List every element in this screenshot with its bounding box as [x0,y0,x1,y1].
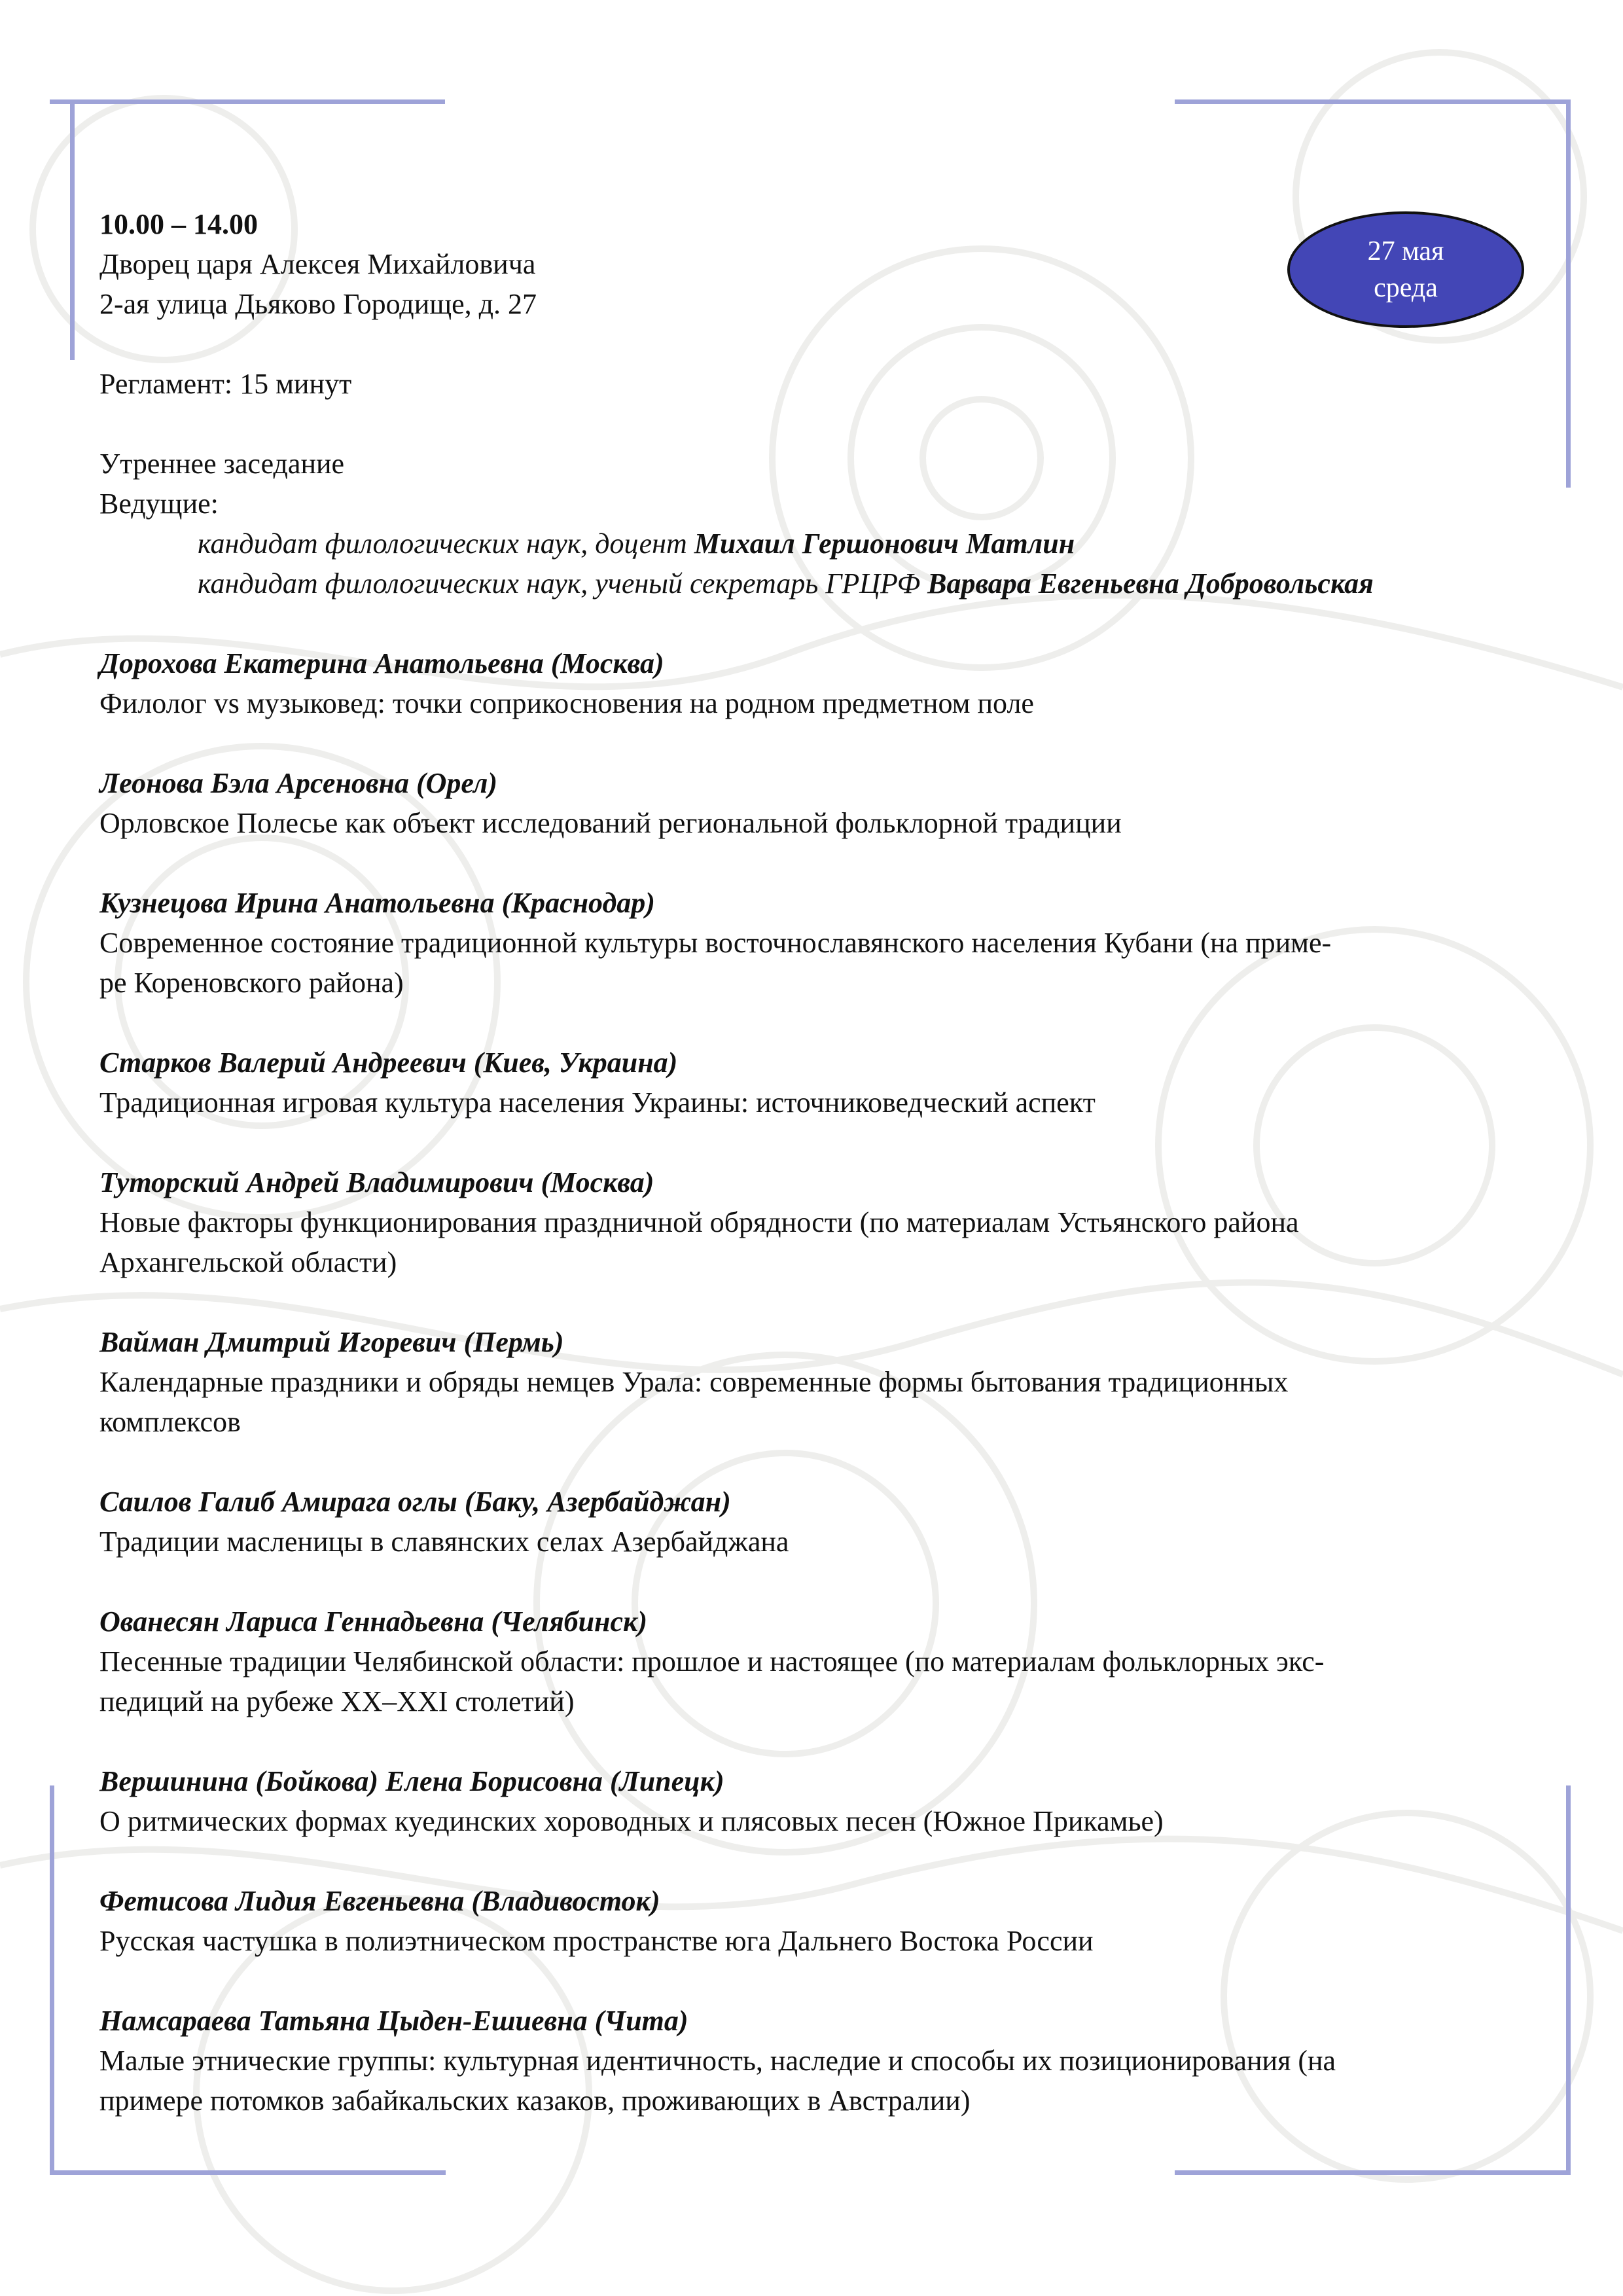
talk-speaker: Дорохова Екатерина Анатольевна (Москва) [99,647,664,679]
talk-speaker: Вершинина (Бойкова) Елена Борисовна (Липецк) [99,1765,724,1797]
talk-entry [99,883,1565,1003]
talk-title-line: Традиционная игровая культура населения Украины: источниковедческий аспект [99,1086,1096,1119]
talk-speaker: Намсараева Татьяна Цыден-Ешиевна (Чита) [99,2005,688,2037]
frame-bottom-right-vertical [1566,1785,1571,2175]
talk-entry [99,1043,1565,1122]
frame-bottom-left-vertical [50,1785,54,2173]
frame-top-left-vertical [70,99,75,360]
talk-title-line: Традиции масленицы в славянских селах Азербайджана [99,1526,789,1558]
talk-speaker: Старков Валерий Андреевич (Киев, Украина) [99,1047,678,1079]
venue-name: Дворец царя Алексея Михайловича [99,248,536,280]
talk-entry [99,763,1565,843]
talk-speaker: Леонова Бэла Арсеновна (Орел) [99,767,498,799]
moderator-2-name: Варвара Евгеньевна Добровольская [927,567,1374,600]
talk-speaker: Кузнецова Ирина Анатольевна (Краснодар) [99,887,655,919]
talk-entry [99,2001,1565,2121]
frame-bottom-left-horizontal [50,2170,446,2175]
date-badge-weekday: среда [1374,273,1438,303]
frame-top-right-horizontal [1175,99,1570,104]
moderators-list [99,524,1565,603]
talk-title-line: Песенные традиции Челябинской области: прошлое и настоящее (по материалам фольклорных экс- [99,1645,1325,1677]
talk-title-line: Орловское Полесье как объект исследований региональной фольклорной традиции [99,807,1122,839]
talk-entry [99,1761,1565,1841]
moderators-label: Ведущие: [99,488,219,520]
talk-entry [99,1162,1565,1282]
frame-bottom-right-horizontal [1175,2170,1571,2175]
moderator-2 [198,564,1565,603]
talk-title-line: Календарные праздники и обряды немцев Урала: современные формы бытования традиционных [99,1366,1289,1398]
moderator-2-title: кандидат филологических наук, ученый секретарь ГРЦРФ [198,567,928,600]
frame-top-right-vertical [1566,99,1571,488]
regulation: Регламент: 15 минут [99,368,352,400]
session-time: 10.00 – 14.00 [99,208,258,240]
moderator-1 [198,524,1565,564]
talk-entry [99,643,1565,723]
frame-top-left-horizontal [50,99,445,104]
talk-title-line: Новые факторы функционирования праздничной обрядности (по материалам Устьянского района [99,1206,1299,1238]
moderator-1-name: Михаил Гершонович Матлин [694,528,1075,560]
program-content [99,204,1565,2121]
talk-title-line: Архангельской области) [99,1246,397,1278]
talk-entry [99,1322,1565,1442]
talk-speaker: Туторский Андрей Владимирович (Москва) [99,1166,654,1198]
talk-speaker: Вайман Дмитрий Игоревич (Пермь) [99,1326,564,1358]
talk-title-line: Современное состояние традиционной культуры восточнославянского населения Кубани (на приме- [99,927,1332,959]
venue-address: 2-ая улица Дьяково Городище, д. 27 [99,288,537,320]
session-name: Утреннее заседание [99,448,345,480]
talk-title-line: О ритмических формах куединских хороводных и плясовых песен (Южное Прикамье) [99,1805,1164,1837]
talk-title-line: педиций на рубеже XX–XXI столетий) [99,1685,575,1717]
talk-title-line: ре Кореновского района) [99,967,404,999]
talk-title-line: комплексов [99,1406,241,1438]
talk-speaker: Ованесян Лариса Геннадьевна (Челябинск) [99,1605,647,1638]
talk-title-line: Русская частушка в полиэтническом пространстве юга Дальнего Востока России [99,1925,1094,1957]
talk-entry [99,1881,1565,1961]
moderator-1-title: кандидат филологических наук, доцент [198,528,694,560]
talk-title-line: примере потомков забайкальских казаков, проживающих в Австралии) [99,2085,971,2117]
talks-list [99,643,1565,2121]
talk-title-line: Малые этнические группы: культурная идентичность, наследие и способы их позиционирования (на [99,2045,1336,2077]
talk-speaker: Саилов Галиб Амирага оглы (Баку, Азербайджан) [99,1486,731,1518]
talk-entry [99,1602,1565,1721]
talk-speaker: Фетисова Лидия Евгеньевна (Владивосток) [99,1885,660,1917]
talk-entry [99,1482,1565,1562]
talk-title-line: Филолог vs музыковед: точки соприкосновения на родном предметном поле [99,687,1034,719]
date-badge-date: 27 мая [1367,236,1444,266]
